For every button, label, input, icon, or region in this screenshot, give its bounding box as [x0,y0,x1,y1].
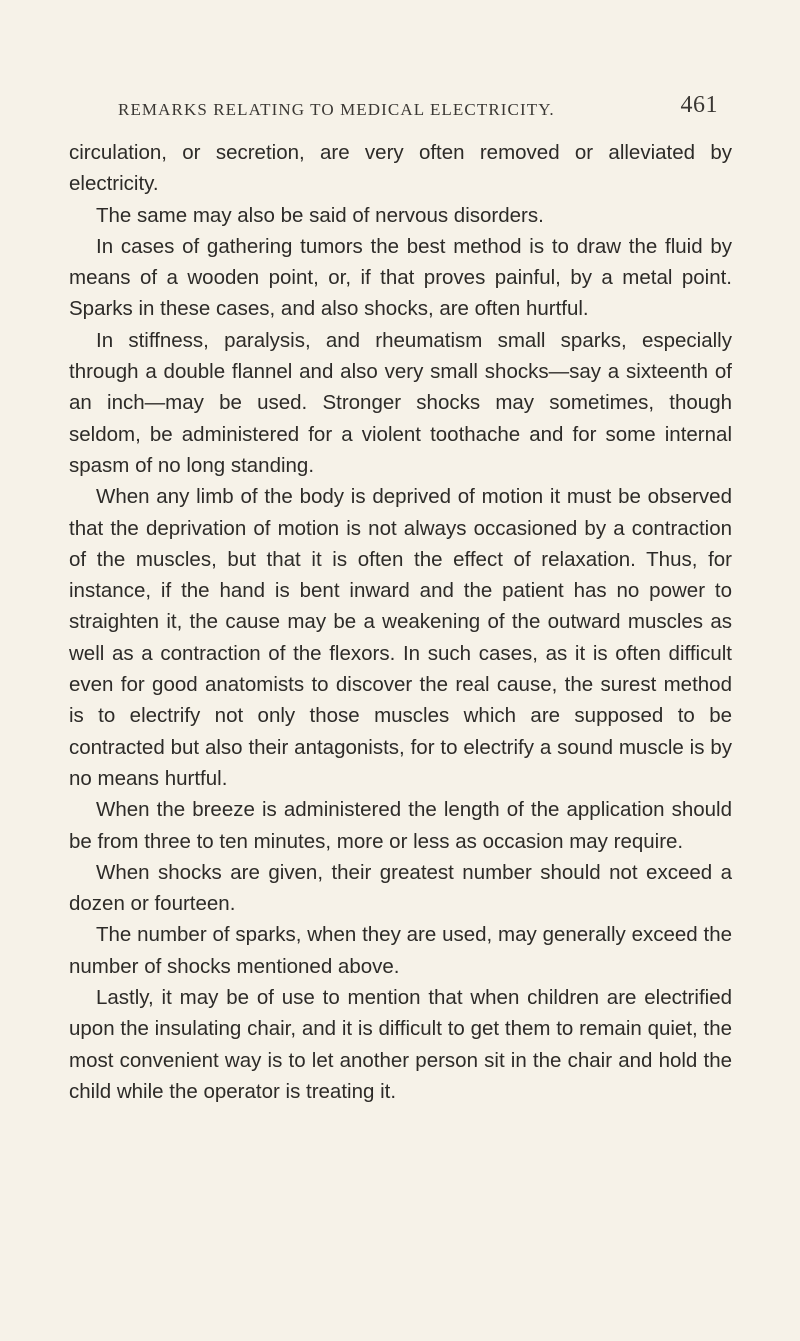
paragraph: When any limb of the body is deprived of motion it must be observed that the deprivation of motion is not always occasioned by a contraction of the muscles, but that it is often the effect of relaxation. Thus, for instance, if the hand is bent inward and the patient has no power to straighten it, the cause may be a weakening of the outward muscles as well as a contraction of the flexors. In such cases, as it is often difficult even for good anatomists to discover the real cause, the surest method is to electrify not only those muscles which are supposed to be contracted but also their antagonists, for to electrify a sound muscle is by no means hurtful. [69,485,732,790]
paragraph: The same may also be said of nervous disorders. [96,203,544,227]
body-text [69,137,732,1107]
paragraph: When the breeze is administered the length of the application should be from three to ten minutes, more or less as occasion may require. [69,798,732,853]
paragraph: When shocks are given, their greatest number should not exceed a dozen or fourteen. [69,860,732,916]
paragraph-continued: circulation, or secretion, are very often removed or alleviated by electricity. [69,141,732,196]
running-head-title: REMARKS RELATING TO MEDICAL ELECTRICITY. [118,100,555,119]
paragraph: Lastly, it may be of use to mention that when children are electrified upon the insulating chair, and it is difficult to get them to remain quiet, the most convenient way is to let another person sit in the chair and hold the child while the operator is treating it. [69,986,732,1103]
paragraph: In stiffness, paralysis, and rheumatism small sparks, especially through a double flannel and also very small shocks—say a sixteenth of an inch—may be used. Stronger shocks may sometimes, though seldom, be administered for a violent toothache and for some internal spasm of no long standing. [69,328,732,477]
paragraph: The number of sparks, when they are used, may generally exceed the number of shocks mentioned above. [69,923,732,978]
running-head [118,92,718,122]
page-number: 461 [680,92,718,118]
paragraph: In cases of gathering tumors the best method is to draw the fluid by means of a wooden point, or, if that proves painful, by a metal point. Sparks in these cases, and also shocks, are often hurtful. [69,234,732,321]
